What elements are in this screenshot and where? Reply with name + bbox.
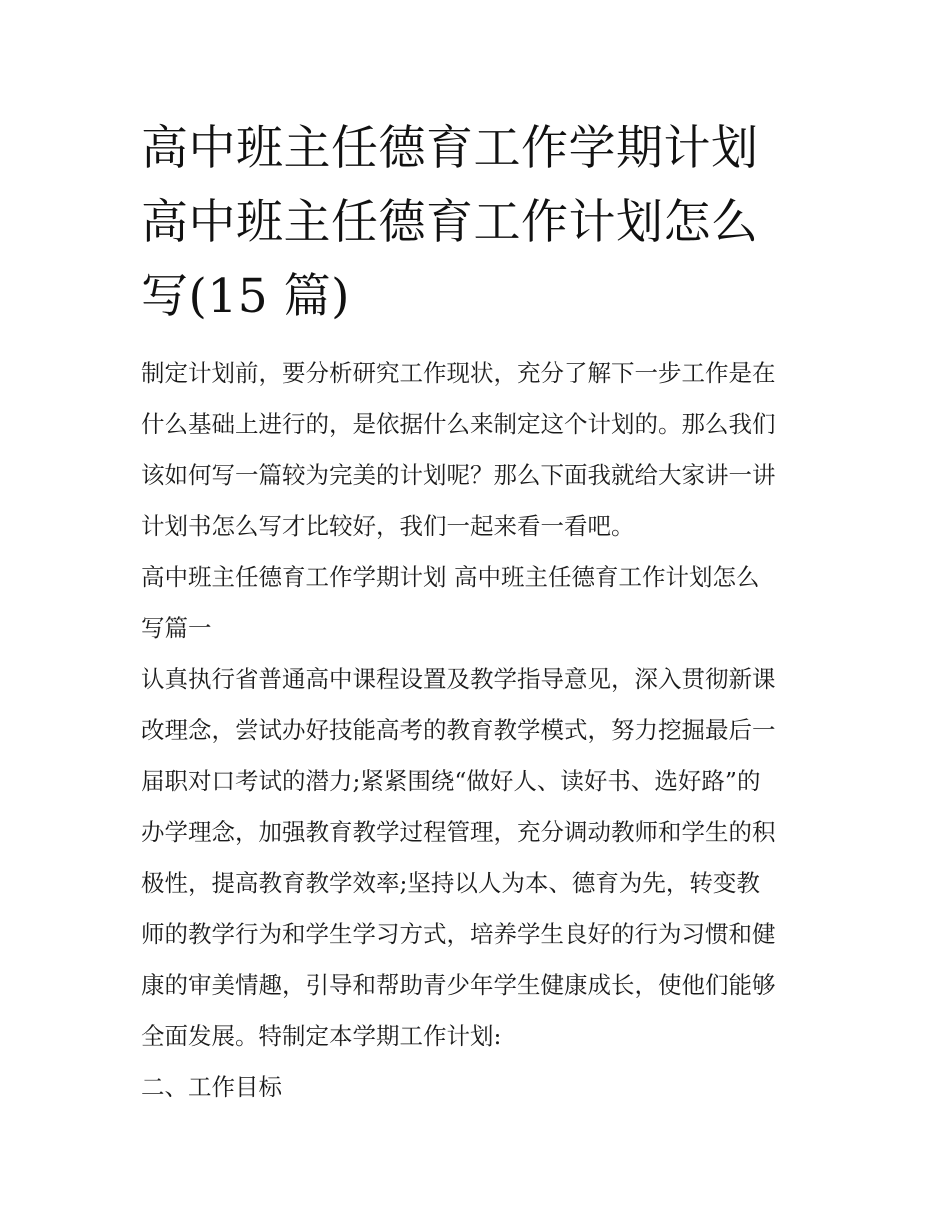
text-line: 写篇一	[141, 614, 212, 642]
document-title	[141, 112, 821, 334]
text-line: 全面发展。特制定本学期工作计划:	[141, 1022, 502, 1050]
text-line: 改理念，尝试办好技能高考的教育教学模式，努力挖掘最后一	[141, 716, 776, 744]
body-paragraph	[141, 654, 821, 1062]
title-line: 高中班主任德育工作计划怎么	[141, 195, 759, 250]
text-line: 极性，提高教育教学效率;坚持以人为本、德育为先，转变教	[141, 869, 760, 897]
text-line: 什么基础上进行的，是依据什么来制定这个计划的。那么我们	[141, 410, 776, 438]
text-line: 二、工作目标	[141, 1073, 282, 1101]
text-line: 师的教学行为和学生学习方式，培养学生良好的行为习惯和健	[141, 920, 776, 948]
title-line: 高中班主任德育工作学期计划	[141, 121, 759, 176]
text-line: 高中班主任德育工作学期计划 高中班主任德育工作计划怎么	[141, 563, 760, 591]
document-body	[141, 348, 821, 1113]
section-heading-paragraph	[141, 552, 821, 654]
text-line: 认真执行省普通高中课程设置及教学指导意见，深入贯彻新课	[141, 665, 776, 693]
text-line: 制定计划前，要分析研究工作现状，充分了解下一步工作是在	[141, 359, 776, 387]
subheading-paragraph	[141, 1062, 821, 1113]
text-line: 届职对口考试的潜力;紧紧围绕“做好人、读好书、选好路”的	[141, 767, 761, 795]
text-line: 办学理念，加强教育教学过程管理，充分调动教师和学生的积	[141, 818, 776, 846]
text-line: 康的审美情趣，引导和帮助青少年学生健康成长，使他们能够	[141, 971, 776, 999]
document-page	[141, 112, 821, 1113]
intro-paragraph	[141, 348, 821, 552]
text-line: 计划书怎么写才比较好，我们一起来看一看吧。	[141, 512, 635, 540]
title-line: 写(15 篇)	[141, 269, 350, 324]
text-line: 该如何写一篇较为完美的计划呢？那么下面我就给大家讲一讲	[141, 461, 776, 489]
